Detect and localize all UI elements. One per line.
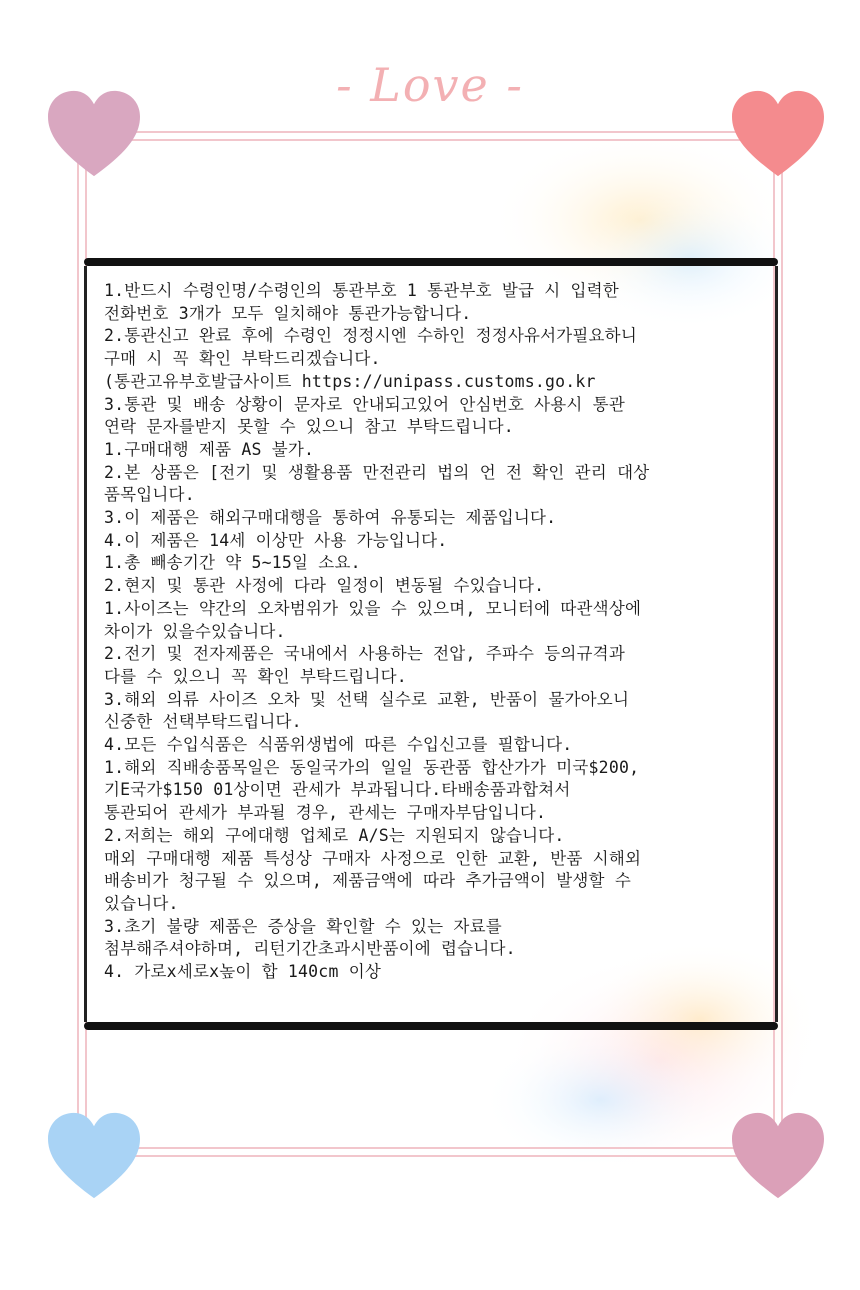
heart-icon-bottom-right xyxy=(730,1110,826,1202)
love-title: - Love - xyxy=(336,58,524,112)
notice-line: 1.반드시 수령인명/수령인의 통관부호 1 통관부호 발급 시 입력한 xyxy=(104,281,619,300)
notice-line: 4.모든 수입식품은 식품위생법에 따른 수입신고를 필합니다. xyxy=(104,735,573,755)
notice-line: 2.본 상품은 [전기 및 생활용품 만전관리 법의 언 전 확인 관리 대상 xyxy=(104,462,650,482)
heart-icon-top-left xyxy=(46,88,142,180)
notice-line: 3.통관 및 배송 상황이 문자로 안내되고있어 안심번호 사용시 통관 xyxy=(104,394,625,414)
notice-line: 구매 시 꼭 확인 부탁드리겠습니다. xyxy=(104,349,381,369)
notice-line: 3.이 제품은 해외구매대행을 통하여 유통되는 제품입니다. xyxy=(104,508,557,528)
notice-line: 2.통관신고 완료 후에 수령인 정정시엔 수하인 정정사유서가필요하니 xyxy=(104,326,637,346)
notice-line: 4.이 제품은 14세 이상만 사용 가능입니다. xyxy=(104,530,448,550)
notice-line: 2.전기 및 전자제품은 국내에서 사용하는 전압, 주파수 등의규격과 xyxy=(104,644,625,664)
heart-icon-bottom-left xyxy=(46,1110,142,1202)
heart-icon-top-right xyxy=(730,88,826,180)
notice-line: 다를 수 있으니 꼭 확인 부탁드립니다. xyxy=(104,666,407,686)
notice-line: 연락 문자를받지 못할 수 있으니 참고 부탁드립니다. xyxy=(104,417,514,437)
notice-line: 전화번호 3개가 모두 일치해야 통관가능합니다. xyxy=(104,303,472,323)
notice-line: 2.현지 및 통관 사정에 다라 일정이 변동될 수있습니다. xyxy=(104,576,545,596)
notice-line: (통관고유부호발급사이트 https://unipass.customs.go.kr xyxy=(104,371,596,391)
notice-line: 있습니다. xyxy=(104,893,179,913)
notice-right-border xyxy=(775,266,778,1022)
notice-line: 1.총 빼송기간 약 5~15일 소요. xyxy=(104,553,361,573)
notice-line: 차이가 있을수있습니다. xyxy=(104,621,286,641)
notice-line: 1.사이즈는 약간의 오차범위가 있을 수 있으며, 모니터에 따관색상에 xyxy=(104,598,642,618)
notice-line: 첨부해주셔야하며, 리턴기간초과시반품이에 렵습니다. xyxy=(104,939,516,959)
notice-line: 품목입니다. xyxy=(104,485,195,505)
notice-line: 4. 가로x세로x높이 합 140cm 이상 xyxy=(104,962,381,982)
notice-line: 2.저희는 해외 구에대행 업체로 A/S는 지원되지 않습니다. xyxy=(104,825,565,845)
notice-box xyxy=(84,258,778,1030)
notice-line: 배송비가 청구될 수 있으며, 제품금액에 따라 추가금액이 발생할 수 xyxy=(104,871,631,891)
notice-line: 1.구매대행 제품 AS 불가. xyxy=(104,439,315,459)
notice-line: 3.해외 의류 사이즈 오차 및 선택 실수로 교환, 반품이 물가아오니 xyxy=(104,689,630,709)
notice-line: 매외 구매대행 제품 특성상 구매자 사정으로 인한 교환, 반품 시해외 xyxy=(104,848,642,868)
notice-line: 통관되어 관세가 부과될 경우, 관세는 구매자부담입니다. xyxy=(104,803,547,823)
notice-line: 3.초기 불량 제품은 증상을 확인할 수 있는 자료를 xyxy=(104,916,502,936)
notice-line: 신중한 선택부탁드립니다. xyxy=(104,712,302,732)
notice-top-border xyxy=(84,258,778,266)
notice-line: 1.해외 직배송품목일은 동일국가의 일일 동관품 합산가가 미국$200, xyxy=(104,757,640,777)
notice-bottom-border xyxy=(84,1022,778,1030)
notice-line: 기E국가$150 01상이면 관세가 부과됩니다.타배송품과합쳐서 xyxy=(104,780,571,800)
notice-left-border xyxy=(84,266,87,1022)
notice-list xyxy=(104,280,768,984)
